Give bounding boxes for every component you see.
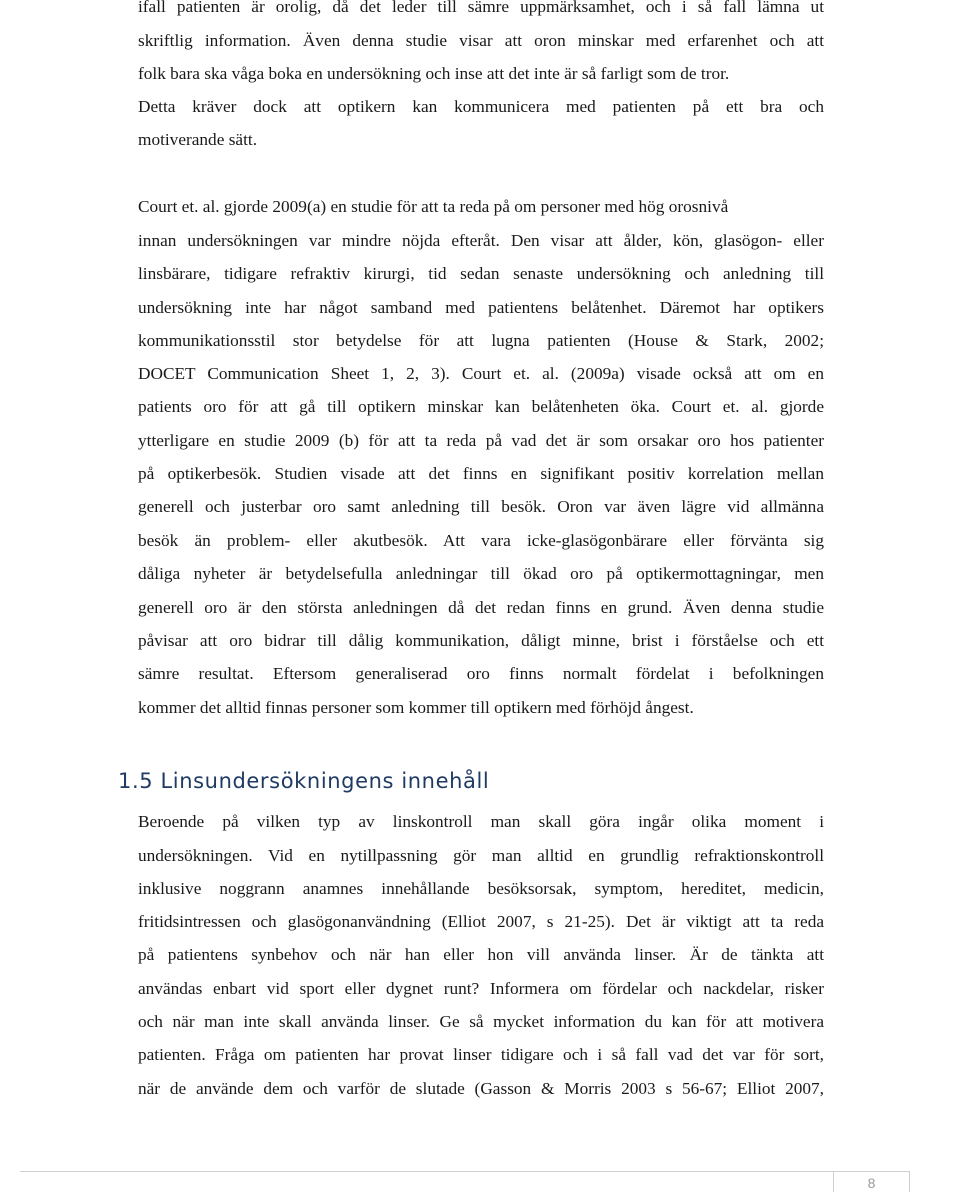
text-line: generell och justerbar oro samt anledning till besök. Oron var även lägre vid allmänna (138, 497, 824, 516)
page-number: 8 (867, 1175, 876, 1191)
text-line: fritidsintressen och glasögonanvändning (Elliot 2007, s 21-25). Det är viktigt att ta reda (138, 912, 824, 931)
text-line: ifall patienten är orolig, då det leder till sämre uppmärksamhet, och i så fall lämna ut (138, 0, 824, 16)
footer-divider (20, 1171, 908, 1172)
text-line: när de använde dem och varför de slutade (Gasson & Morris 2003 s 56-67; Elliot 2007, (138, 1079, 824, 1098)
text-line: motiverande sätt. (138, 130, 258, 149)
text-line: innan undersökningen var mindre nöjda efteråt. Den visar att ålder, kön, glasögon- eller (138, 231, 824, 250)
text-line: linsbärare, tidigare refraktiv kirurgi, tid sedan senaste undersökning och anledning till (138, 264, 824, 283)
text-line: undersökningen. Vid en nytillpassning gör man alltid en grundlig refraktionskontroll (138, 846, 824, 865)
text-line: inklusive noggrann anamnes innehållande besöksorsak, symptom, hereditet, medicin, (138, 879, 824, 898)
text-line: patienten. Fråga om patienten har provat linser tidigare och i så fall vad det var för sort, (138, 1045, 824, 1064)
text-line: skriftlig information. Även denna studie visar att oron minskar med erfarenhet och att (138, 31, 824, 50)
text-line: DOCET Communication Sheet 1, 2, 3). Court et. al. (2009a) visade också att om en (138, 364, 824, 383)
text-line: Court et. al. gjorde 2009(a) en studie för att ta reda på om personer med hög orosnivå (138, 197, 729, 216)
text-line: påvisar att oro bidrar till dålig kommunikation, dåligt minne, brist i förståelse och ett (138, 631, 824, 650)
text-line: användas enbart vid sport eller dygnet runt? Informera om fördelar och nackdelar, risker (138, 979, 824, 998)
text-line: på optikerbesök. Studien visade att det finns en signifikant positiv korrelation mellan (138, 464, 824, 483)
section-heading: 1.5 Linsundersökningens innehåll (118, 769, 490, 793)
text-line: besök än problem- eller akutbesök. Att vara icke-glasögonbärare eller förvänta sig (138, 531, 824, 550)
text-line: undersökning inte har något samband med patientens belåtenhet. Däremot har optikers (138, 298, 824, 317)
text-line: generell oro är den största anledningen då det redan finns en grund. Även denna studie (138, 598, 824, 617)
text-line: kommunikationsstil stor betydelse för att lugna patienten (House & Stark, 2002; (138, 331, 824, 350)
text-line: Detta kräver dock att optikern kan kommunicera med patienten på ett bra och (138, 97, 824, 116)
text-line: folk bara ska våga boka en undersökning och inse att det inte är så farligt som de tror. (138, 64, 730, 83)
text-line: ytterligare en studie 2009 (b) för att ta reda på vad det är som orsakar oro hos patienter (138, 431, 824, 450)
text-line: patients oro för att gå till optikern minskar kan belåtenheten öka. Court et. al. gjorde (138, 397, 824, 416)
page-number-box (833, 1171, 910, 1192)
text-line: kommer det alltid finnas personer som kommer till optikern med förhöjd ångest. (138, 698, 694, 717)
text-line: och när man inte skall använda linser. Ge så mycket information du kan för att motivera (138, 1012, 824, 1031)
text-line: på patientens synbehov och när han eller hon vill använda linser. Är de tänkta att (138, 945, 824, 964)
text-line: sämre resultat. Eftersom generaliserad oro finns normalt fördelat i befolkningen (138, 664, 824, 683)
text-line: Beroende på vilken typ av linskontroll man skall göra ingår olika moment i (138, 812, 824, 831)
text-line: dåliga nyheter är betydelsefulla anledningar till ökad oro på optikermottagningar, men (138, 564, 824, 583)
